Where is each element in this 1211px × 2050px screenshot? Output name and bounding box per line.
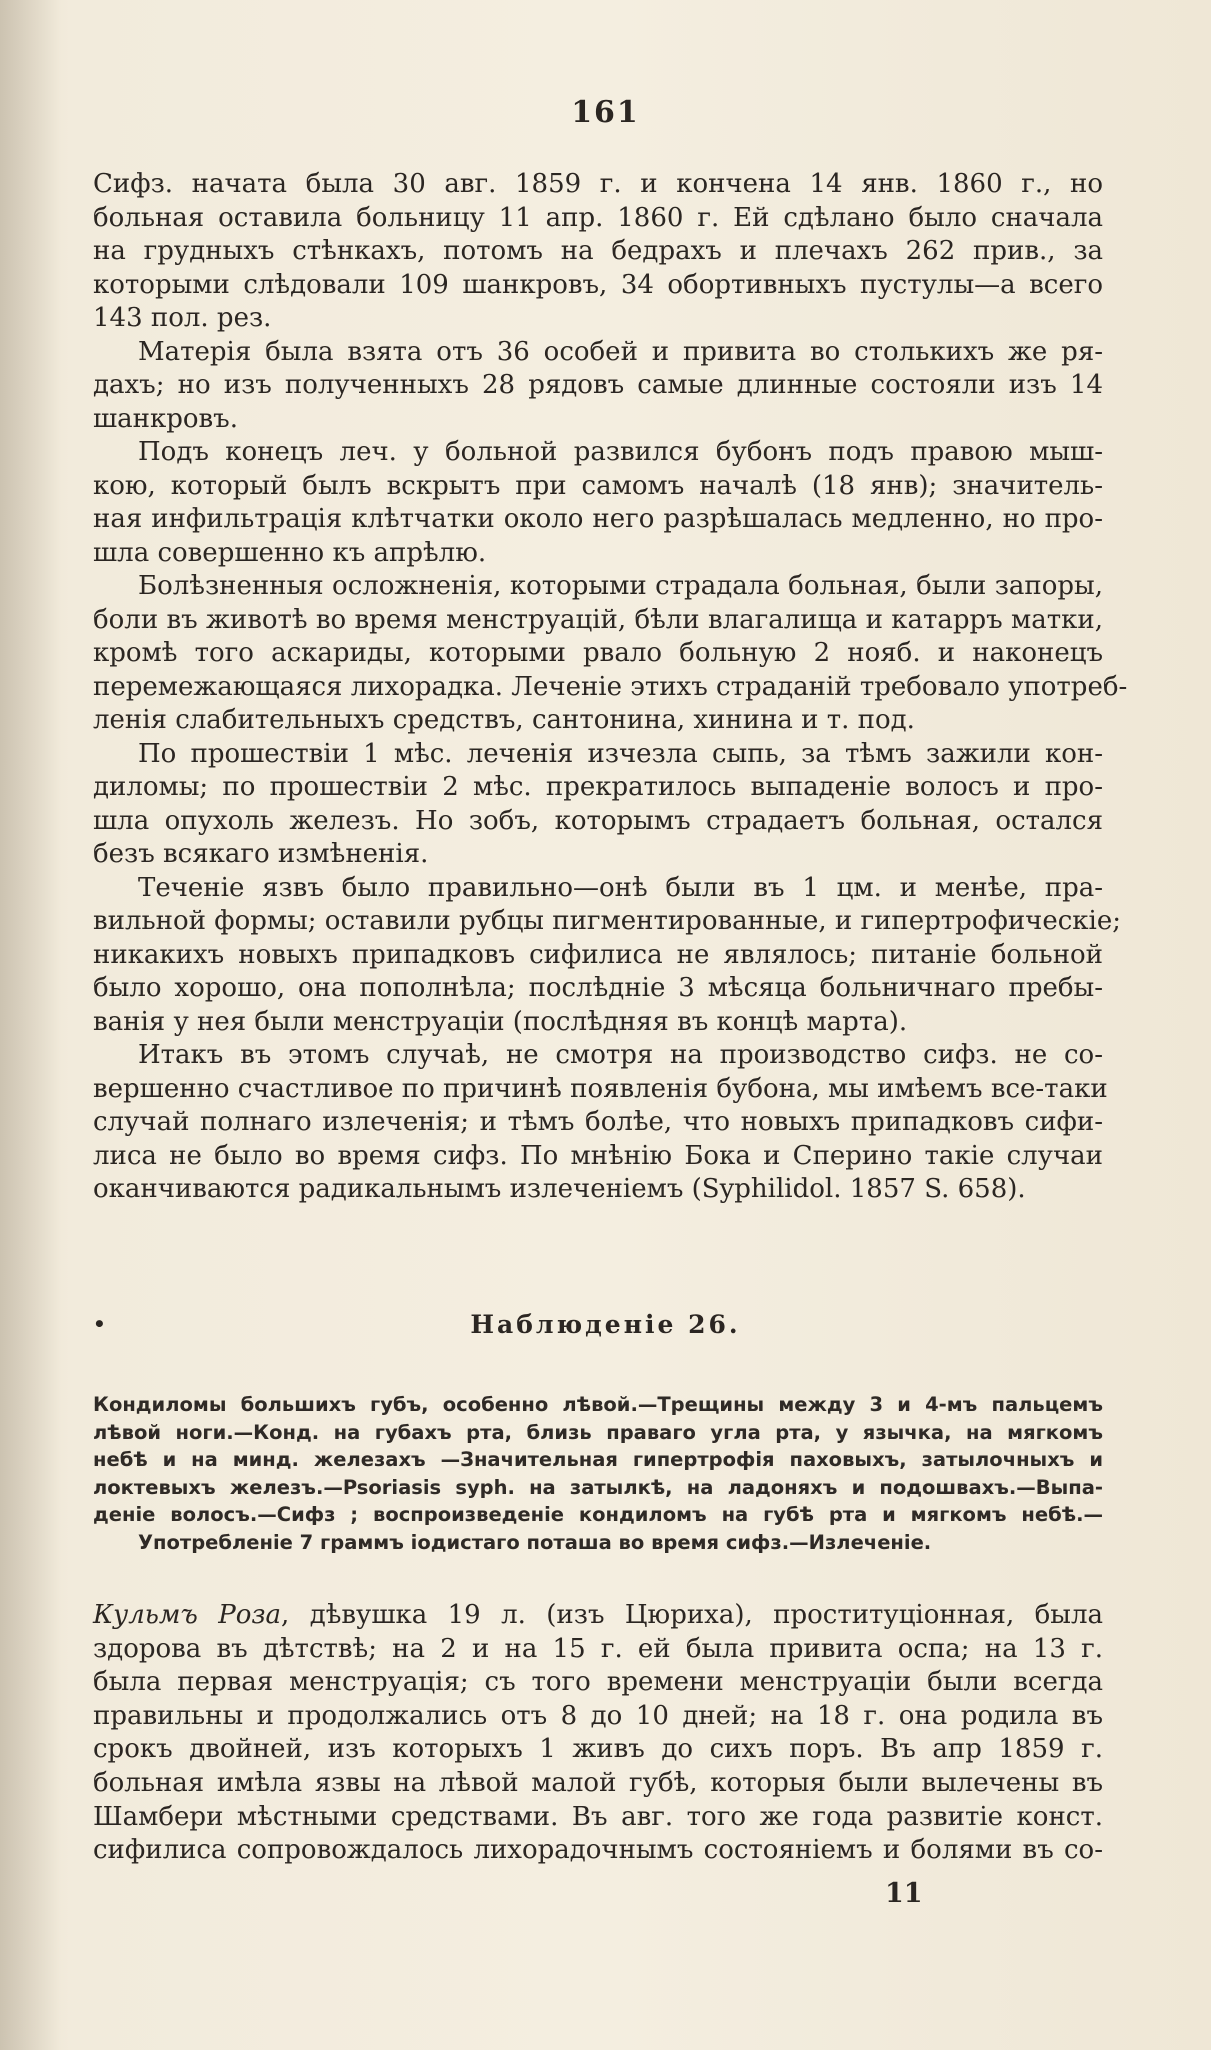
text-line: срокъ двойней, изъ которыхъ 1 живъ до сихъ поръ. Въ апр 1859 г. (93, 1734, 1103, 1765)
bullet-mark: • (93, 1312, 106, 1336)
patient-name: Кульмъ Роза (93, 1600, 282, 1630)
text-line: Теченіе язвъ было правильно—онѣ были въ 1 цм. и менѣе, пра- (138, 872, 1103, 903)
page-number: 161 (571, 95, 640, 130)
binding-shadow (0, 0, 60, 2050)
summary-line: лѣвой ноги.—Конд. на губахъ рта, близь праваго угла рта, у язычка, на мягкомъ (93, 1420, 1103, 1444)
text-line: было хорошо, она пополнѣла; послѣдніе 3 мѣсяца больничнаго пребы- (93, 973, 1103, 1003)
text-line: Матерія была взята отъ 36 особей и привита во столькихъ же ря- (138, 336, 1103, 367)
text-line: шанкровъ. (93, 403, 238, 434)
text-line: лиса не было во время сифз. По мнѣнію Бока и Сперино такіе случаи (93, 1140, 1103, 1171)
text-line: сифилиса сопровождалось лихорадочнымъ состояніемъ и болями въ со- (93, 1835, 1103, 1866)
text-line: правильны и продолжались отъ 8 до 10 дней; на 18 г. она родила въ (93, 1700, 1103, 1731)
text-line: кромѣ того аскариды, которыми рвало больную 2 нояб. и наконецъ (93, 638, 1103, 668)
text-line: шла совершенно къ апрѣлю. (93, 537, 487, 568)
text-line: шла опухоль железъ. Но зобъ, которымъ страдаетъ больная, остался (93, 805, 1103, 836)
text-line: была первая менструація; съ того времени менструаціи были всегда (93, 1667, 1103, 1698)
observation-heading: Наблюденіе 26. (470, 1310, 741, 1339)
summary-line: небѣ и на минд. железахъ —Значительная гипертрофія паховыхъ, затылочныхъ и (93, 1448, 1103, 1471)
text-line: никакихъ новыхъ припадковъ сифилиса не являлось; питаніе больной (93, 939, 1103, 970)
signature-mark: 11 (885, 1878, 923, 1909)
text-line: безъ всякаго измѣненія. (93, 839, 429, 869)
text-line: вильной формы; оставили рубцы пигментированные, и гипертрофическіе; (93, 906, 1122, 936)
text-line: Болѣзненныя осложненія, которыми страдала больная, были запоры, (138, 571, 1103, 601)
text-line: Шамбери мѣстными средствами. Въ авг. того же года развитіе конст. (93, 1801, 1103, 1832)
text-line: больная оставила больницу 11 апр. 1860 г. Ей сдѣлано было сначала (93, 202, 1103, 233)
section-2-text (93, 1599, 1103, 1868)
summary-line: деніе волосъ.—Сифз ; воспроизведеніе кондиломъ на губѣ рта и мягкомъ небѣ.— (93, 1503, 1103, 1526)
text-line: Итакъ въ этомъ случаѣ, не смотря на производство сифз. не со- (138, 1040, 1103, 1070)
text-line: которыми слѣдовали 109 шанкровъ, 34 обортивныхъ пустулы—а всего (93, 269, 1103, 300)
text-line: диломы; по прошествіи 2 мѣс. прекратилось выпаденіе волосъ и про- (93, 772, 1103, 802)
text-line: 143 пол. рез. (93, 303, 272, 333)
text-line: случай полнаго излеченія; и тѣмъ болѣе, что новыхъ припадковъ сифи- (93, 1107, 1103, 1137)
text-line: здорова въ дѣтствѣ; на 2 и на 15 г. ей была привита оспа; на 13 г. (93, 1633, 1103, 1664)
text-line: Сифз. начата была 30 авг. 1859 г. и кончена 14 янв. 1860 г., но (93, 169, 1103, 199)
text-line: вершенно счастливое по причинѣ появленія бубона, мы имѣемъ все-таки (93, 1073, 1108, 1104)
text-line: боли въ животѣ во время менструацій, бѣли влагалища и катарръ матки, (93, 604, 1103, 635)
case-summary (93, 1391, 1103, 1556)
summary-line: Кондиломы большихъ губъ, особенно лѣвой.—Трещины между 3 и 4-мъ пальцемъ (93, 1393, 1103, 1416)
section-1-text (93, 168, 1128, 1207)
text-line: оканчиваются радикальнымъ излеченіемъ (Syphilidol. 1857 S. 658). (93, 1174, 1026, 1204)
summary-line: локтевыхъ железъ.—Psoriasis syph. на затылкѣ, на ладоняхъ и подошвахъ.—Выпа- (93, 1475, 1103, 1499)
text-line: ная инфильтрація клѣтчатки около него разрѣшалась медленно, но про- (93, 504, 1103, 534)
summary-line: Употребленіе 7 граммъ іодистаго поташа во время сифз.—Излеченіе. (138, 1530, 932, 1554)
text-line: дахъ; но изъ полученныхъ 28 рядовъ самые длинные состояли изъ 14 (93, 370, 1103, 400)
text-line: больная имѣла язвы на лѣвой малой губѣ, которыя были вылечены въ (93, 1767, 1103, 1798)
text-line: По прошествіи 1 мѣс. леченія изчезла сыпь, за тѣмъ зажили кон- (138, 738, 1103, 769)
text-line: перемежающаяся лихорадка. Леченіе этихъ страданій требовало употреб- (93, 671, 1128, 702)
text-line: на грудныхъ стѣнкахъ, потомъ на бедрахъ и плечахъ 262 прив., за (93, 236, 1103, 266)
text-line: ленія слабительныхъ средствъ, сантонина, хинина и т. под. (93, 705, 915, 735)
text-line: кою, который былъ вскрытъ при самомъ началѣ (18 янв); значитель- (93, 470, 1103, 501)
text-line: Подъ конецъ леч. у больной развился бубонъ подъ правою мыш- (138, 437, 1103, 467)
text-line: ванія у нея были менструаціи (послѣдняя въ концѣ марта). (93, 1006, 908, 1037)
text-line: Кульмъ Роза, дѣвушка 19 л. (изъ Цюриха), проституціонная, была (93, 1600, 1103, 1630)
